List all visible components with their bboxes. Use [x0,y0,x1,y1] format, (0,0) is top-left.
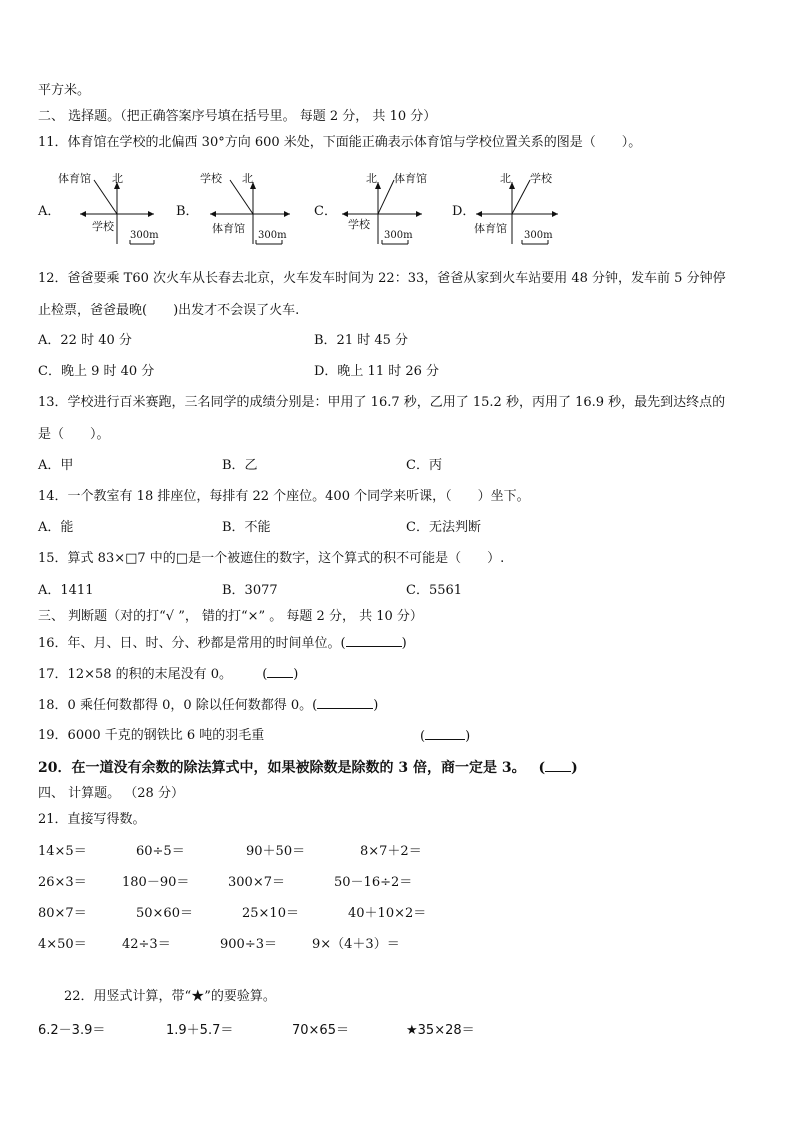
q20-open-paren: ( [538,760,546,776]
q14-option-a[interactable]: A．能 [38,520,74,535]
q13-option-c[interactable]: C．丙 [406,458,442,473]
q11-a-mid-label: 学校 [92,220,114,233]
q12-option-c[interactable]: C．晚上 9 时 40 分 [38,364,155,379]
question-17 [38,665,298,684]
q22-item[interactable]: 70×65＝ [292,1023,349,1038]
q21-item[interactable]: 90＋50＝ [246,844,306,859]
q20-close-paren: ) [571,760,578,776]
q11-a-north: 北 [112,172,123,185]
q21-item[interactable]: 8×7＋2＝ [360,844,422,859]
q18-answer-blank[interactable] [317,696,373,709]
q11-option-a-letter[interactable]: A． [38,204,61,219]
q11-diagram-a [58,168,172,248]
q21-item[interactable]: 42÷3＝ [122,937,171,952]
question-12-line-1: 12．爸爸要乘 T60 次火车从长春去北京，火车发车时间为 22：33，爸爸从家到火车站要用 48 分钟，发车前 5 分钟停 [38,271,726,286]
section-2-title: 二、 选择题。（把正确答案序号填在括号里。 每题 2 分， 共 10 分） [38,109,437,124]
question-14: 14．一个教室有 18 排座位，每排有 22 个座位。400 个同学来听课，（ ）坐下。 [38,489,530,504]
q11-b-scale: 300m [258,230,287,241]
q21-item[interactable]: 9×（4＋3）＝ [312,937,400,952]
q11-b-mid-label: 体育馆 [212,222,245,235]
q17-text: 17．12×58 的积的末尾没有 0。 [38,667,233,682]
q11-diagram-c [330,168,440,248]
q21-item[interactable]: 50－16÷2＝ [334,875,413,890]
q21-item[interactable]: 26×3＝ [38,875,87,890]
q21-item[interactable]: 40＋10×2＝ [348,906,427,921]
q11-c-scale: 300m [384,230,413,241]
q13-option-a[interactable]: A．甲 [38,458,74,473]
q20-text: 20．在一道没有余数的除法算式中，如果被除数是除数的 3 倍，商一定是 3。 [38,760,526,776]
q15-option-a[interactable]: A．1411 [38,583,94,598]
q21-item[interactable]: 4×50＝ [38,937,87,952]
question-13-line-2: 是（ ）。 [38,427,110,442]
question-12-line-2: 止检票，爸爸最晚( )出发才不会误了火车. [38,303,300,318]
section-3-title: 三、 判断题（对的打“√ ”， 错的打“×” 。 每题 2 分， 共 10 分） [38,609,423,624]
q11-option-b-letter[interactable]: B． [176,204,199,219]
q22-item[interactable]: ★35×28＝ [406,1023,475,1038]
question-20 [38,759,578,777]
q16-text: 16．年、月、日、时、分、秒都是常用的时间单位。( [38,636,346,651]
question-16 [38,634,407,653]
question-11: 11．体育馆在学校的北偏西 30°方向 600 米处，下面能正确表示体育馆与学校位置关系的图是（ ）。 [38,135,642,150]
section-4-title: 四、 计算题。 （28 分） [38,786,184,801]
q15-option-b[interactable]: B．3077 [222,583,278,598]
q19-answer-blank[interactable] [425,727,465,740]
q11-d-north: 北 [500,172,511,185]
question-15: 15．算式 83×□7 中的□是一个被遮住的数字，这个算式的积不可能是（ ）. [38,551,505,566]
q19-close-paren: ) [465,729,471,744]
q14-option-c[interactable]: C．无法判断 [406,520,481,535]
q21-item[interactable]: 80×7＝ [38,906,87,921]
q22-item[interactable]: 6.2－3.9＝ [38,1023,106,1038]
q11-diagram-d [470,168,580,248]
q18-close-paren: ) [373,698,379,713]
q16-close-paren: ) [401,636,407,651]
q19-text: 19．6000 千克的钢铁比 6 吨的羽毛重 [38,728,265,743]
q19-answer-area [420,727,470,746]
question-21-title: 21．直接写得数。 [38,812,146,827]
q17-answer-blank[interactable] [267,665,293,678]
q11-diagram-b [198,168,308,248]
q11-a-scale: 300m [130,230,159,241]
q19-open-paren: ( [420,729,426,744]
continued-text: 平方米。 [38,83,91,98]
q15-option-c[interactable]: C．5561 [406,583,463,598]
q22-item[interactable]: 1.9＋5.7＝ [166,1023,234,1038]
q11-d-scale: 300m [524,230,553,241]
q11-b-top-label: 学校 [200,172,222,185]
question-13-line-1: 13．学校进行百米赛跑，三名同学的成绩分别是：甲用了 16.7 秒，乙用了 15.2 秒，丙用了 16.9 秒，最先到达终点的 [38,395,726,410]
q21-item[interactable]: 25×10＝ [242,906,299,921]
q11-d-mid-label: 体育馆 [474,222,507,235]
q20-answer-blank[interactable] [545,759,571,772]
q11-option-d-letter[interactable]: D． [452,204,476,219]
q18-text: 18．0 乘任何数都得 0，0 除以任何数都得 0。( [38,698,318,713]
q21-item[interactable]: 60÷5＝ [136,844,185,859]
q14-option-b[interactable]: B．不能 [222,520,271,535]
q21-item[interactable]: 300×7＝ [228,875,285,890]
q12-option-b[interactable]: B．21 时 45 分 [314,333,409,348]
q21-item[interactable]: 180－90＝ [122,875,190,890]
q12-option-a[interactable]: A．22 时 40 分 [38,333,132,348]
q11-c-top-label: 体育馆 [394,172,427,185]
q16-answer-blank[interactable] [346,634,402,647]
q11-c-north: 北 [366,172,377,185]
question-22-title: 22．用竖式计算，带“★”的要验算。 [64,989,276,1004]
q21-item[interactable]: 900÷3＝ [220,937,277,952]
q11-c-mid-label: 学校 [348,218,370,231]
question-19 [38,727,264,745]
q21-item[interactable]: 14×5＝ [38,844,87,859]
q11-d-top-label: 学校 [530,172,552,185]
q11-option-c-letter[interactable]: C． [314,204,337,219]
q17-close-paren: ) [293,667,299,682]
q11-a-top-label: 体育馆 [58,172,91,185]
q21-item[interactable]: 50×60＝ [136,906,193,921]
q13-option-b[interactable]: B．乙 [222,458,258,473]
question-18 [38,696,378,715]
q11-b-north: 北 [242,172,253,185]
q12-option-d[interactable]: D．晚上 11 时 26 分 [314,364,440,379]
q17-open-paren: ( [262,667,268,682]
